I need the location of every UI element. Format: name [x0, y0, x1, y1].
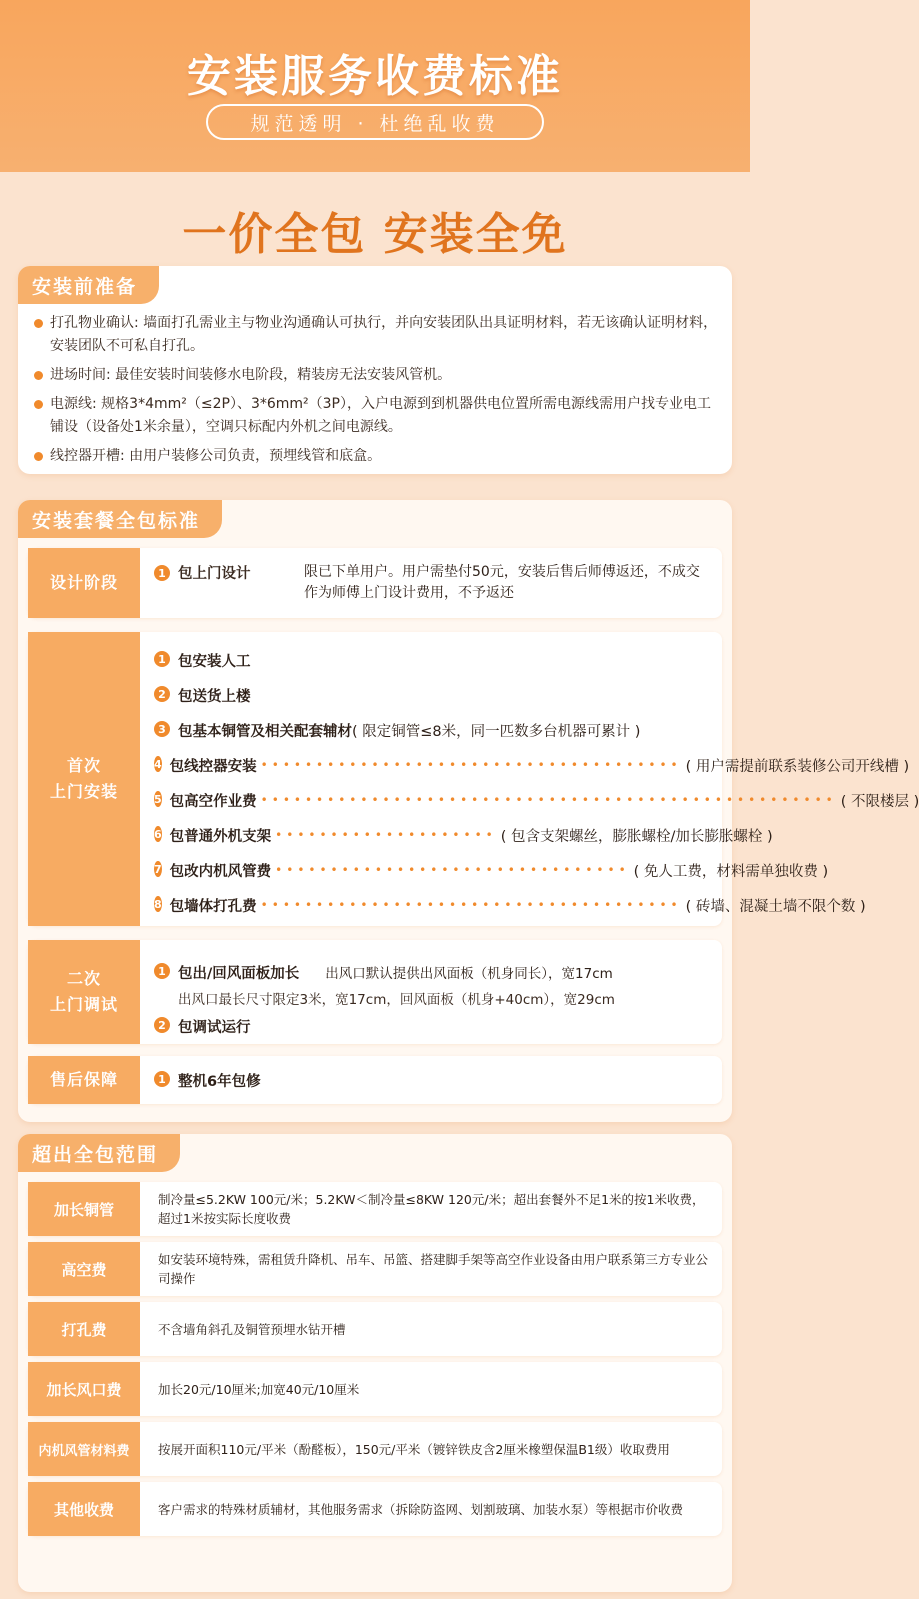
- item-key: 打孔物业确认:: [50, 315, 139, 331]
- dot-leader: ••••••••••••••••••••••••••••••••••••••: [260, 898, 682, 912]
- slogan: 一价全包 安装全免: [182, 209, 568, 260]
- number-badge: 2: [154, 1017, 170, 1033]
- package-tab: 安装套餐全包标准: [18, 500, 222, 538]
- item-name: 包上门设计: [178, 566, 251, 582]
- row-label: 其他收费: [28, 1482, 140, 1536]
- row-label: 内机风管材料费: [28, 1422, 140, 1476]
- item-name: 包基本铜管及相关配套辅材: [178, 723, 352, 740]
- page-title: 安装服务收费标准: [187, 51, 563, 102]
- prep-tab: 安装前准备: [18, 266, 159, 304]
- number-badge: 8: [154, 897, 162, 911]
- bullet-icon: [34, 400, 43, 409]
- item-name: 包墙体打孔费: [169, 898, 257, 915]
- row-body: [154, 940, 712, 1044]
- row-label: 加长铜管: [28, 1182, 140, 1236]
- list-item: [154, 858, 829, 882]
- row-label: 加长风口费: [28, 1362, 140, 1416]
- row-text: 不含墙角斜孔及铜管预埋水钻开槽: [158, 1321, 346, 1337]
- list-item: [154, 788, 919, 812]
- list-item: [154, 1068, 712, 1092]
- row-label: [28, 940, 140, 1044]
- row-body: [154, 632, 919, 926]
- package-panel: [18, 500, 919, 1122]
- item-text: 墙面打孔需业主与物业沟通确认可执行，并向安装团队出具证明材料，若无该确认证明材料，安装团队不可私自打孔。: [50, 315, 718, 354]
- design-row: [28, 548, 722, 618]
- item-note: ( 免人工费，材料需单独收费 ): [633, 863, 829, 880]
- row-text: 加长20元/10厘米;加宽40元/10厘米: [158, 1381, 360, 1397]
- list-item: [32, 445, 718, 468]
- item-name: 包调试运行: [178, 1019, 251, 1036]
- item-name: 包改内机风管费: [169, 863, 272, 880]
- item-key: 进场时间:: [50, 367, 111, 383]
- item-name: 包普通外机支架: [169, 828, 272, 845]
- extra-row: [28, 1182, 722, 1236]
- list-item: [32, 312, 718, 358]
- item-text: 规格3*4mm²（≤2P）、3*6mm²（3P），入户电源到到机器供电位置所需电源线需用户找专业电工铺设（设备处1米余量），空调只标配内外机之间电源线。: [50, 396, 712, 435]
- dot-leader: ••••••••••••••••••••••••••••••••••••••: [260, 758, 682, 772]
- list-item: [154, 753, 910, 777]
- number-badge: 1: [154, 1071, 170, 1087]
- dot-leader: ••••••••••••••••••••••••••••••••: [275, 863, 630, 877]
- extra-panel: [18, 1134, 732, 1592]
- item-name: 包送货上楼: [178, 688, 251, 705]
- list-item: [154, 1014, 712, 1038]
- row-body: [154, 548, 712, 618]
- item-note: 出风口默认提供出风面板（机身同长），宽17cm: [325, 966, 613, 982]
- subtitle-pill: 规范透明 · 杜绝乱收费: [206, 104, 544, 140]
- extra-row: [28, 1302, 722, 1356]
- number-badge: 1: [154, 963, 170, 979]
- design-item: [154, 562, 284, 583]
- row-label: 设计阶段: [28, 548, 140, 618]
- after-sales-row: [28, 1056, 722, 1104]
- label-line: 首次: [66, 756, 101, 775]
- row-text: 如安装环境特殊，需租赁升降机、吊车、吊篮、搭建脚手架等高空作业设备由用户联系第三方专业公司操作: [158, 1252, 709, 1286]
- list-item: [154, 718, 712, 742]
- number-badge: 1: [154, 651, 170, 667]
- item-key: 线控器开槽:: [50, 448, 125, 464]
- prep-panel: [18, 266, 732, 474]
- row-text: 按展开面积110元/平米（酚醛板），150元/平米（镀锌铁皮含2厘米橡塑保温B1级）收取费用: [158, 1441, 670, 1457]
- number-badge: 2: [154, 686, 170, 702]
- number-badge: 4: [154, 757, 162, 771]
- dot-leader: ••••••••••••••••••••: [275, 828, 497, 842]
- list-item: [32, 393, 718, 439]
- item-name: 包出/回风面板加长: [178, 965, 300, 982]
- number-badge: 7: [154, 862, 162, 876]
- extra-row: [28, 1482, 722, 1536]
- dot-leader: ••••••••••••••••••••••••••••••••••••••••••••••••••••: [260, 793, 837, 807]
- item-text: 由用户装修公司负责，预埋线管和底盒。: [124, 448, 382, 464]
- item-name: 包高空作业费: [169, 793, 257, 810]
- list-item: [154, 823, 773, 847]
- label-line: 上门安装: [49, 782, 118, 801]
- item-text: 最佳安装时间装修水电阶段，精装房无法安装风管机。: [110, 367, 452, 383]
- second-visit-row: [28, 940, 722, 1044]
- item-note: ( 砖墙、混凝土墙不限个数 ): [685, 898, 866, 915]
- item-note: ( 用户需提前联系装修公司开线槽 ): [685, 758, 910, 775]
- item-note: ( 包含支架螺丝，膨胀螺栓/加长膨胀螺栓 ): [500, 828, 773, 845]
- row-label: [28, 632, 140, 926]
- extra-row: [28, 1422, 722, 1476]
- item-note-extra: 出风口最长尺寸限定3米，宽17cm，回风面板（机身+40cm），宽29cm: [178, 992, 615, 1008]
- list-item: [154, 648, 712, 672]
- label-line: 二次: [66, 969, 101, 988]
- item-name: 包线控器安装: [169, 758, 257, 775]
- bullet-icon: [34, 319, 43, 328]
- label-line: 上门调试: [49, 995, 118, 1014]
- row-text: 制冷量≤5.2KW 100元/米；5.2KW＜制冷量≤8KW 120元/米；超出套餐外不足1米的按1米收费，超过1米按实际长度收费: [158, 1192, 705, 1226]
- row-text: 客户需求的特殊材质辅材，其他服务需求（拆除防盗网、划割玻璃、加装水泵）等根据市价收费: [158, 1501, 684, 1517]
- item-name: 整机6年包修: [178, 1073, 261, 1090]
- item-key: 电源线:: [50, 396, 97, 412]
- number-badge: 3: [154, 721, 170, 737]
- prep-list: [32, 312, 718, 474]
- extra-row: [28, 1362, 722, 1416]
- first-install-row: [28, 632, 919, 926]
- item-note: ( 不限楼层 ): [840, 793, 919, 810]
- number-badge: 6: [154, 827, 162, 841]
- item-note: ( 限定铜管≤8米，同一匹数多台机器可累计 ): [352, 723, 641, 740]
- list-item: [32, 364, 718, 387]
- list-item: [154, 893, 866, 917]
- row-label: 打孔费: [28, 1302, 140, 1356]
- bullet-icon: [34, 452, 43, 461]
- bullet-icon: [34, 371, 43, 380]
- number-badge: 5: [154, 792, 162, 806]
- row-label: 高空费: [28, 1242, 140, 1296]
- extra-row: [28, 1242, 722, 1296]
- extra-tab: 超出全包范围: [18, 1134, 180, 1172]
- row-body: [154, 1056, 712, 1104]
- number-badge: 1: [154, 565, 170, 581]
- design-note: 限已下单用户。用户需垫付50元，安装后售后师傅返还，不成交作为师傅上门设计费用，不予返还: [304, 564, 700, 601]
- item-name: 包安装人工: [178, 653, 251, 670]
- list-item: [154, 960, 712, 984]
- list-item: [154, 683, 712, 707]
- row-label: 售后保障: [28, 1056, 140, 1104]
